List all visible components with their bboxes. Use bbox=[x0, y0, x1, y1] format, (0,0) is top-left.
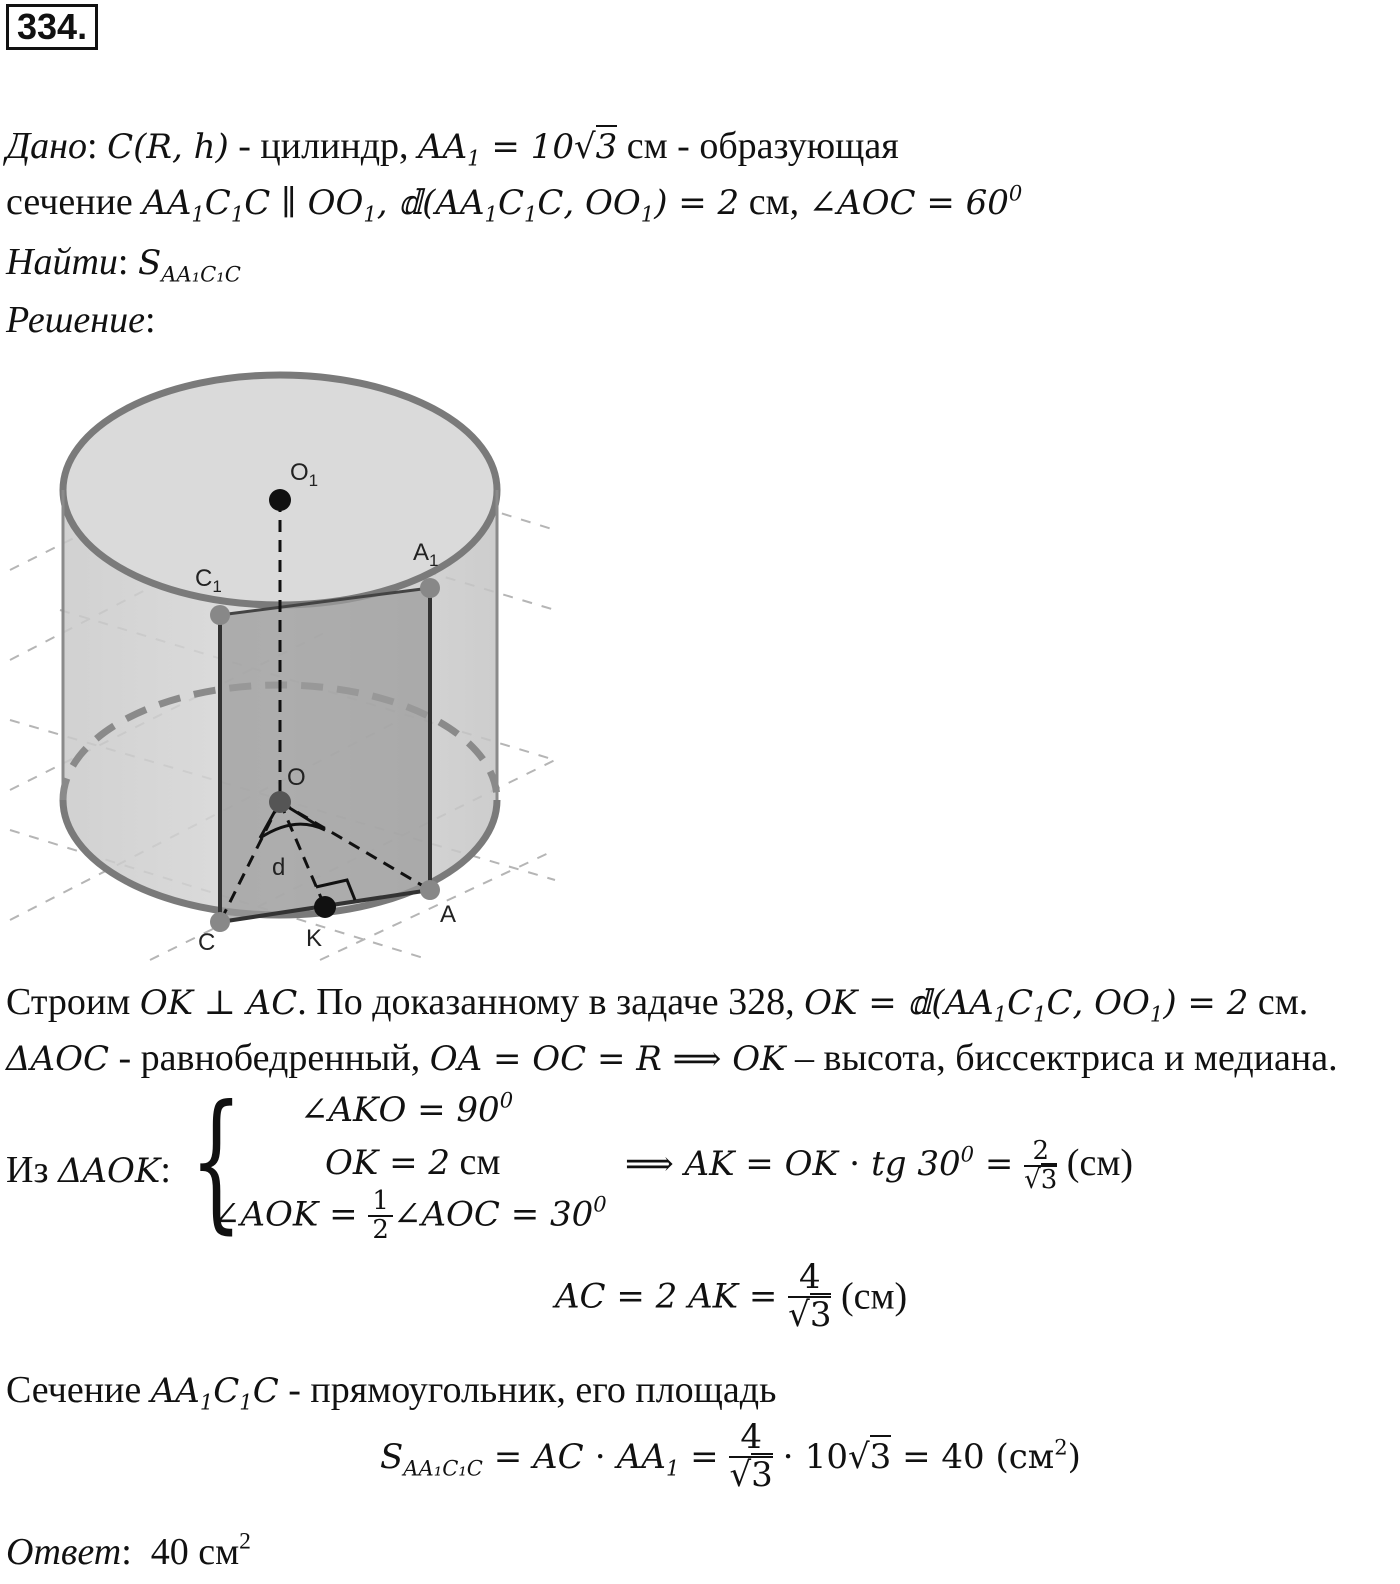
label-c1: $C_1$ bbox=[195, 565, 222, 596]
label-o: O bbox=[287, 764, 306, 791]
cylinder-figure bbox=[0, 360, 570, 970]
label-o1: $O_1$ bbox=[290, 459, 319, 490]
answer-value: 40 см bbox=[150, 1531, 240, 1573]
system-eq-3: ∠𝐴𝑂𝐾 = $\frac{1}{2}$ ∠𝐴𝑂𝐶 = $30^0$ bbox=[212, 1186, 607, 1246]
label-k: K bbox=[306, 925, 323, 952]
system-label: Из Δ𝐴𝑂𝐾: bbox=[6, 1149, 171, 1191]
label-d: d bbox=[272, 854, 286, 881]
ak-result: ⟹ 𝐴𝐾 = 𝑂𝐾 ⋅ 𝑡𝑔 $30^0$ = $\frac{2}{√3}$ (см) bbox=[625, 1136, 1134, 1196]
left-brace: { bbox=[190, 1074, 243, 1248]
given-line-2: сечение 𝐴𝐴$_1$𝐶$_1$𝐶 ∥ 𝑂𝑂$_1$, 𝕕(𝐴𝐴$_1$𝐶$_1$𝐶, 𝑂𝑂$_1$) = 2 см, ∠𝐴𝑂𝐶 = $60^0$ bbox=[6, 180, 1023, 227]
find-line: Найти: 𝑆$_{𝐴𝐴_1𝐶_1𝐶}$ bbox=[6, 241, 241, 287]
label-a1: $A_1$ bbox=[413, 539, 439, 570]
system-eq-2: 𝑂𝐾 = 2 см bbox=[325, 1141, 501, 1183]
section-line: Сечение 𝐴𝐴$_1$𝐶$_1$𝐶 - прямоугольник, его площадь bbox=[6, 1369, 777, 1415]
given-label: Дано bbox=[6, 125, 88, 167]
area-formula: 𝑆$_{𝐴𝐴_1𝐶_1𝐶}$ = 𝐴𝐶 ⋅ 𝐴𝐴$_1$ = $\frac{4}{√3}$ ⋅ 10√3 = 40 $(см^2)$ bbox=[380, 1417, 1081, 1495]
system-eq-1: ∠𝐴𝐾𝑂 = $90^0$ bbox=[300, 1087, 514, 1130]
given-line-1: Дано: 𝐶(𝑅, ℎ) - цилиндр, 𝐴𝐴$_1$ = 10√3 см - образующая bbox=[6, 125, 899, 171]
problem-number: 334. bbox=[6, 4, 98, 50]
solution-line-1: Строим 𝑂𝐾 ⊥ 𝐴𝐶. По доказанному в задаче 328, 𝑂𝐾 = 𝕕(𝐴𝐴$_1$𝐶$_1$𝐶, 𝑂𝑂$_1$) = 2 см. bbox=[6, 981, 1309, 1027]
ac-formula: 𝐴𝐶 = 2 𝐴𝐾 = $\frac{4}{√3}$ (см) bbox=[555, 1257, 908, 1335]
label-a: A bbox=[440, 901, 457, 928]
solution-line-2: Δ𝐴𝑂𝐶 - равнобедренный, 𝑂𝐴 = 𝑂𝐶 = 𝑅 ⟹ 𝑂𝐾 – высота, биссектриса и медиана. bbox=[6, 1037, 1338, 1079]
answer-line: Ответ: 40 $см^2$ bbox=[6, 1528, 251, 1573]
label-c: C bbox=[198, 929, 216, 956]
solution-label: Решение: bbox=[6, 299, 156, 341]
